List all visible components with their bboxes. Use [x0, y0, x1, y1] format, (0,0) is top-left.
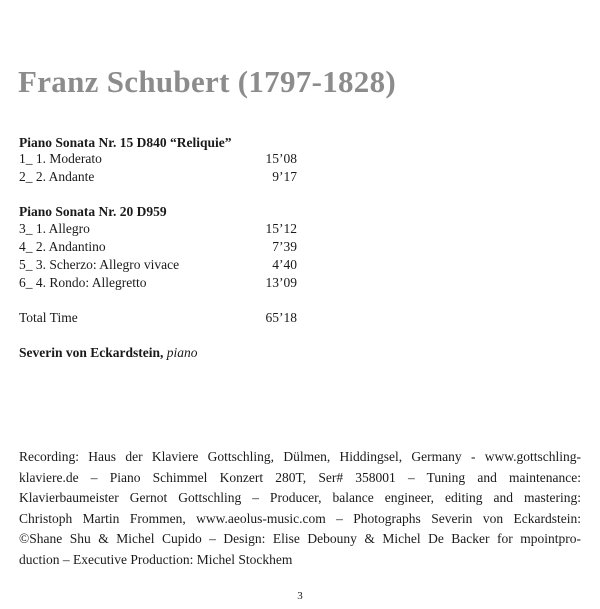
total-label: Total Time	[19, 310, 78, 325]
page-number: 3	[297, 590, 303, 602]
track-row	[19, 256, 297, 274]
track-row	[19, 150, 297, 168]
track-row	[19, 238, 297, 256]
track-label: 3_ 1. Allegro	[19, 221, 90, 236]
credits-line: Recording: Haus der Klaviere Gottschling, Dülmen, Hiddingsel, Germany - www.gottschling-	[19, 449, 581, 464]
track-label: 5_ 3. Scherzo: Allegro vivace	[19, 257, 180, 272]
performer-name: Severin von Eckardstein,	[19, 345, 164, 360]
track-label: 1_ 1. Moderato	[19, 151, 102, 166]
work-heading: Piano Sonata Nr. 20 D959	[19, 204, 167, 219]
track-label: 2_ 2. Andante	[19, 169, 95, 184]
track-time: 9’17	[272, 169, 297, 184]
track-time: 4’40	[272, 257, 297, 272]
credits-line: ©Shane Shu & Michel Cupido – Design: Elise Debouny & Michel De Backer for mpointpro-	[19, 531, 581, 547]
total-time: 65’18	[265, 310, 297, 325]
performer-instrument: piano	[166, 345, 198, 360]
credits-line: duction – Executive Production: Michel Stockhem	[19, 551, 293, 567]
track-row	[19, 220, 297, 238]
track-label: 4_ 2. Andantino	[19, 239, 106, 254]
credits	[19, 447, 581, 571]
track-time: 15’12	[265, 221, 297, 236]
page-title: Franz Schubert (1797-1828)	[18, 64, 397, 99]
total-time-row	[19, 309, 297, 327]
track-label: 6_ 4. Rondo: Allegretto	[19, 275, 147, 290]
work-heading: Piano Sonata Nr. 15 D840 “Reliquie”	[19, 135, 232, 150]
track-time: 7’39	[272, 239, 297, 254]
track-row	[19, 168, 297, 186]
track-time: 13’09	[265, 275, 297, 290]
track-time: 15’08	[265, 151, 297, 166]
credits-line: klaviere.de – Piano Schimmel Konzert 280T, Ser# 358001 – Tuning and maintenance:	[19, 469, 581, 485]
credits-line: Christoph Martin Frommen, www.aeolus-music.com – Photographs Severin von Eckardstein:	[19, 510, 581, 526]
track-row	[19, 274, 297, 292]
performer	[19, 344, 297, 362]
credits-line: Klavierbaumeister Gernot Gottschling – Producer, balance engineer, editing and mastering:	[19, 490, 581, 506]
